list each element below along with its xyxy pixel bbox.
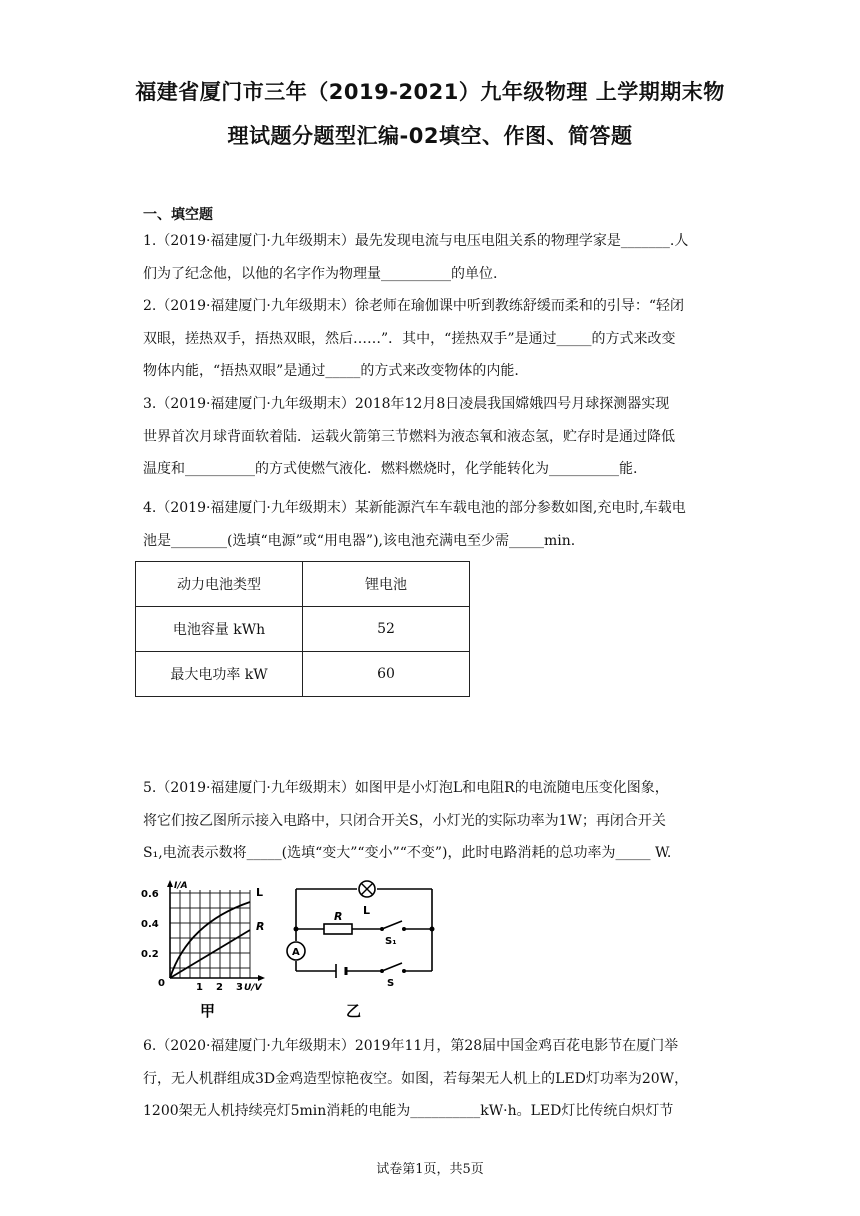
table-cell: 60: [303, 652, 470, 697]
question-line: 双眼，搓热双手，捂热双眼，然后……”．其中，“搓热双手”是通过_____的方式来改变: [143, 330, 676, 347]
question-6: [143, 1030, 717, 1128]
table-cell: 动力电池类型: [136, 562, 303, 607]
question-1: [143, 225, 717, 290]
switch-s1-label: S₁: [385, 936, 397, 947]
question-line: S₁,电流表示数将_____(选填“变大”“变小”“不变”)，此时电路消耗的总功率为_____ W.: [143, 845, 672, 861]
switch-s-label: S: [387, 978, 395, 989]
curve-label-r: R: [256, 920, 265, 933]
question-line: 们为了纪念他，以他的名字作为物理量__________的单位.: [143, 265, 498, 282]
question-line: 行，无人机群组成3D金鸡造型惊艳夜空。如图，若每架无人机上的LED灯功率为20W，: [143, 1070, 689, 1087]
figure-caption: 乙: [346, 1002, 362, 1020]
x-tick: 3: [236, 982, 243, 993]
table-cell: 电池容量 kWh: [136, 607, 303, 652]
question-line: 温度和__________的方式使燃气液化．燃料燃烧时，化学能转化为__________能.: [143, 461, 638, 477]
origin-tick: 0: [158, 978, 165, 989]
question-line: 2.（2019·福建厦门·九年级期末）徐老师在瑜伽课中听到教练舒缓而柔和的引导：“轻闭: [143, 298, 685, 314]
figure-jia-iu-graph: [140, 878, 275, 1023]
page-footer: 试卷第1页，共5页: [376, 1162, 484, 1177]
question-line: 5.（2019·福建厦门·九年级期末）如图甲是小灯泡L和电阻R的电流随电压变化图象，: [143, 780, 669, 796]
figure-yi-circuit: [284, 873, 442, 1023]
table-cell: 最大电功率 kW: [136, 652, 303, 697]
y-axis-label: I/A: [174, 881, 188, 891]
question-line: 池是________(选填“电源”或“用电器”),该电池充满电至少需_____min.: [143, 532, 576, 549]
section-heading: 一、填空题: [143, 207, 213, 223]
y-tick: 0.2: [141, 949, 159, 960]
question-line: 1200架无人机持续亮灯5min消耗的电能为__________kW·h。LED灯比传统白炽灯节: [143, 1103, 674, 1119]
page-title-line-2: 理试题分题型汇编-02填空、作图、简答题: [227, 124, 633, 148]
question-line: 1.（2019·福建厦门·九年级期末）最先发现电流与电压电阻关系的物理学家是_______.人: [143, 233, 689, 249]
figure-caption: 甲: [200, 1002, 216, 1020]
table-cell: 锂电池: [303, 562, 470, 607]
question-line: 世界首次月球背面软着陆．运载火箭第三节燃料为液态氧和液态氢，贮存时是通过降低: [143, 428, 675, 445]
x-tick: 2: [216, 982, 223, 993]
table-row: [136, 652, 470, 697]
question-3: [143, 388, 717, 486]
question-line: 将它们按乙图所示接入电路中，只闭合开关S，小灯光的实际功率为1W；再闭合开关: [143, 812, 666, 829]
lamp-label: L: [363, 904, 371, 917]
question-line: 4.（2019·福建厦门·九年级期末）某新能源汽车车载电池的部分参数如图,充电时,车载电: [143, 500, 686, 516]
table-row: [136, 607, 470, 652]
question-line: 物体内能，“捂热双眼”是通过_____的方式来改变物体的内能.: [143, 363, 519, 379]
curve-label-l: L: [256, 886, 264, 899]
question-line: 6.（2020·福建厦门·九年级期末）2019年11月，第28届中国金鸡百花电影节在厦门举: [143, 1038, 679, 1054]
question-2: [143, 290, 717, 388]
battery-parameter-table: [135, 561, 470, 697]
y-tick: 0.6: [141, 889, 159, 900]
question-5: [143, 772, 717, 870]
x-tick: 1: [196, 982, 203, 993]
question-line: 3.（2019·福建厦门·九年级期末）2018年12月8日凌晨我国嫦娥四号月球探测器实现: [143, 396, 670, 412]
resistor-icon: [324, 924, 352, 934]
y-tick: 0.4: [141, 919, 159, 930]
x-axis-label: U/V: [244, 983, 262, 993]
table-cell: 52: [303, 607, 470, 652]
ammeter-label: A: [292, 947, 300, 958]
table-row: [136, 562, 470, 607]
page-title-line-1: 福建省厦门市三年（2019-2021）九年级物理 上学期期末物: [135, 80, 725, 104]
resistor-label: R: [334, 910, 343, 923]
question-4: [143, 492, 717, 557]
